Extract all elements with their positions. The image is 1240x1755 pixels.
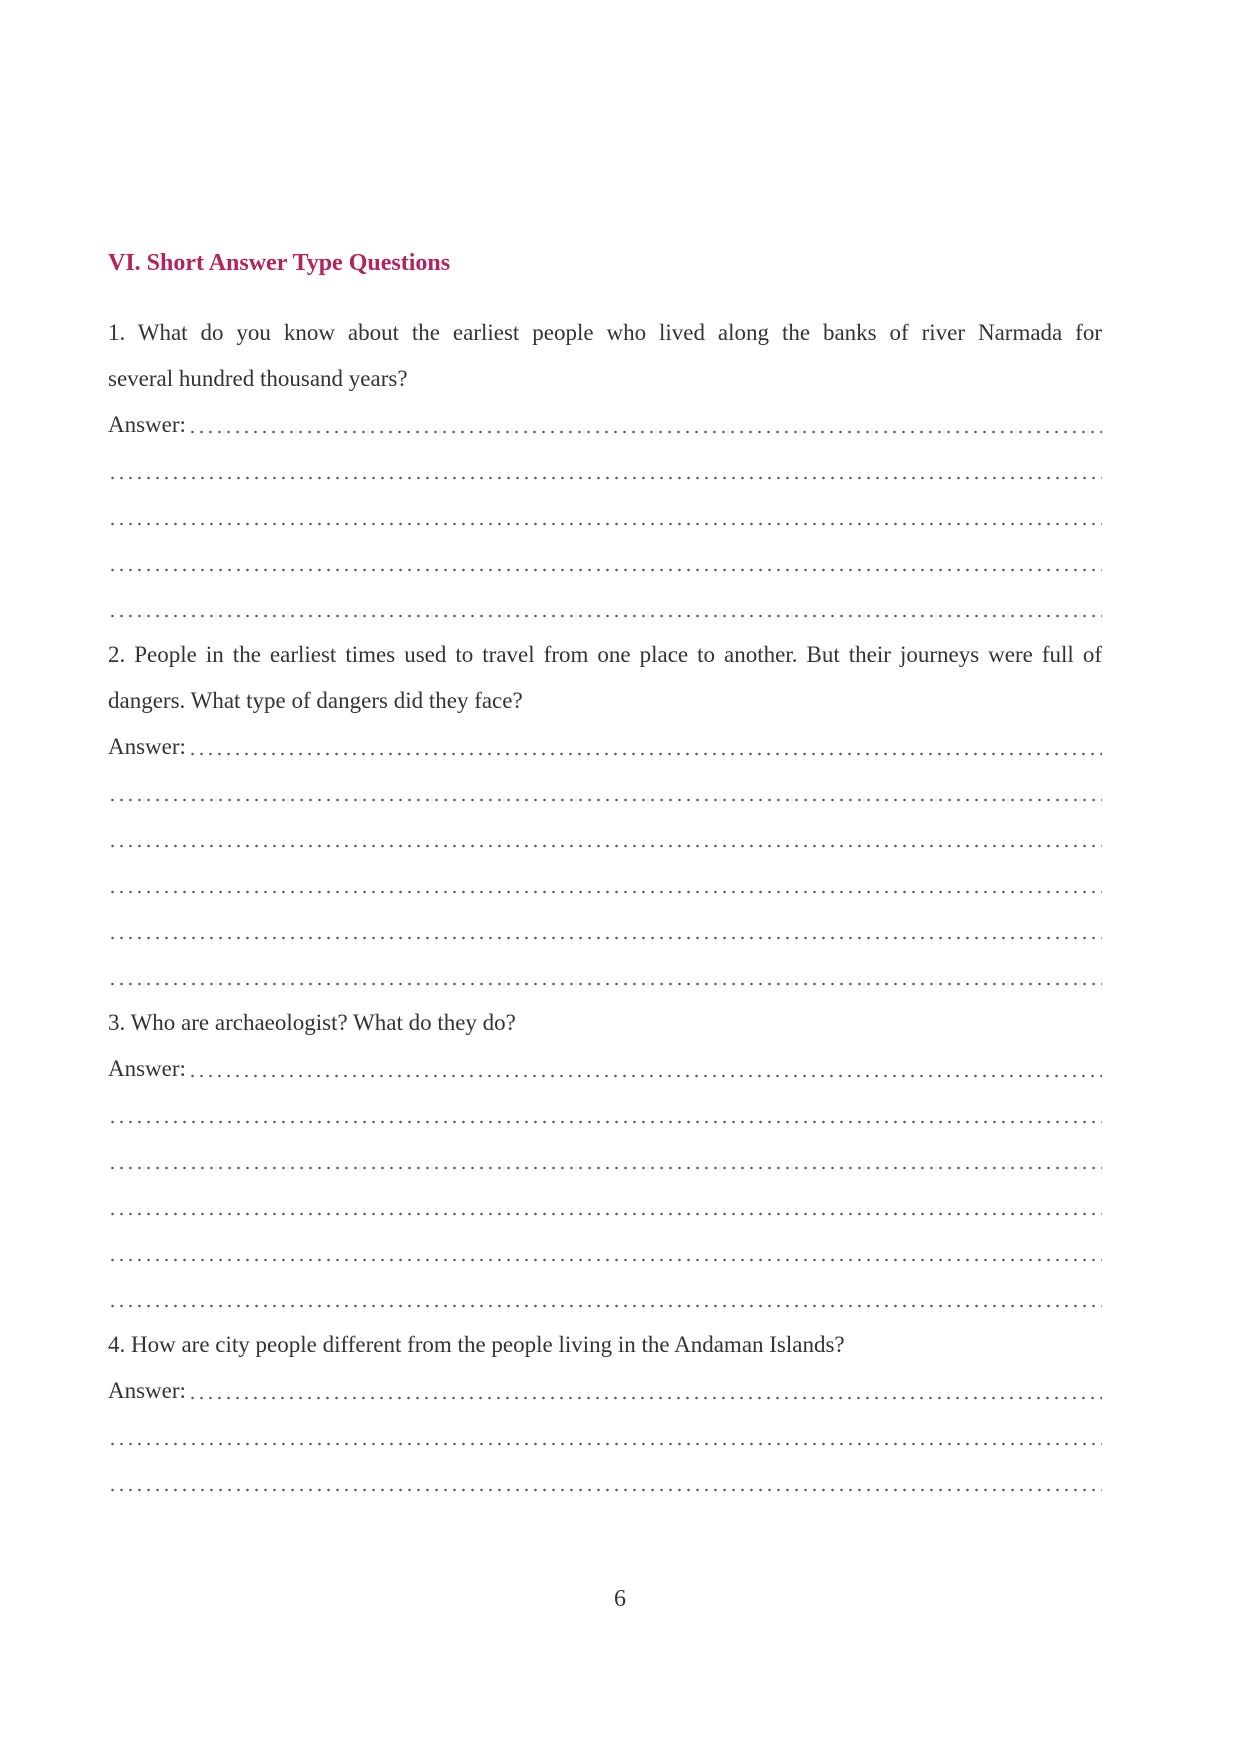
answer-line (108, 1422, 1102, 1452)
answer-line (108, 1100, 1102, 1130)
answer-line (108, 824, 1102, 854)
question-1-line-2: several hundred thousand years? (108, 366, 408, 391)
answer-label: Answer: (108, 1056, 186, 1081)
dotted-line (108, 612, 1102, 620)
answer-line (108, 410, 1102, 440)
answer-line (108, 502, 1102, 532)
answer-line (108, 778, 1102, 808)
question-2-line-2: dangers. What type of dangers did they face? (108, 688, 523, 713)
dotted-line (108, 474, 1102, 482)
dotted-line (188, 1072, 1102, 1080)
answer-line (108, 1376, 1102, 1406)
answer-line (108, 548, 1102, 578)
dotted-line (188, 1394, 1102, 1402)
answer-line (108, 1146, 1102, 1176)
dotted-line (108, 1118, 1102, 1126)
page-number: 6 (614, 1586, 626, 1612)
answer-line (108, 594, 1102, 624)
dotted-line (108, 566, 1102, 574)
answer-label: Answer: (108, 1378, 186, 1403)
dotted-line (188, 750, 1102, 758)
answer-line (108, 456, 1102, 486)
dotted-line (108, 1302, 1102, 1310)
dotted-line (108, 1210, 1102, 1218)
dotted-line (108, 980, 1102, 988)
dotted-line (108, 888, 1102, 896)
dotted-line (108, 1440, 1102, 1448)
question-1-line-1: 1. What do you know about the earliest people who lived along the banks of river Narmada for (108, 320, 1102, 345)
question-3-line-1: 3. Who are archaeologist? What do they do? (108, 1010, 516, 1035)
section-title: VI. Short Answer Type Questions (108, 250, 451, 276)
dotted-line (108, 1486, 1102, 1494)
answer-line (108, 962, 1102, 992)
answer-line (108, 1192, 1102, 1222)
answer-line (108, 870, 1102, 900)
answer-line (108, 916, 1102, 946)
dotted-line (108, 1256, 1102, 1264)
dotted-line (108, 842, 1102, 850)
answer-label: Answer: (108, 412, 186, 437)
answer-line (108, 732, 1102, 762)
question-2-line-1: 2. People in the earliest times used to travel from one place to another. But their journeys were full of (108, 642, 1102, 667)
dotted-line (108, 1164, 1102, 1172)
answer-line (108, 1054, 1102, 1084)
dotted-line (188, 428, 1102, 436)
dotted-line (108, 934, 1102, 942)
answer-line (108, 1284, 1102, 1314)
answer-line (108, 1468, 1102, 1498)
question-4-line-1: 4. How are city people different from the people living in the Andaman Islands? (108, 1332, 845, 1357)
answer-label: Answer: (108, 734, 186, 759)
dotted-line (108, 796, 1102, 804)
dotted-line (108, 520, 1102, 528)
answer-line (108, 1238, 1102, 1268)
